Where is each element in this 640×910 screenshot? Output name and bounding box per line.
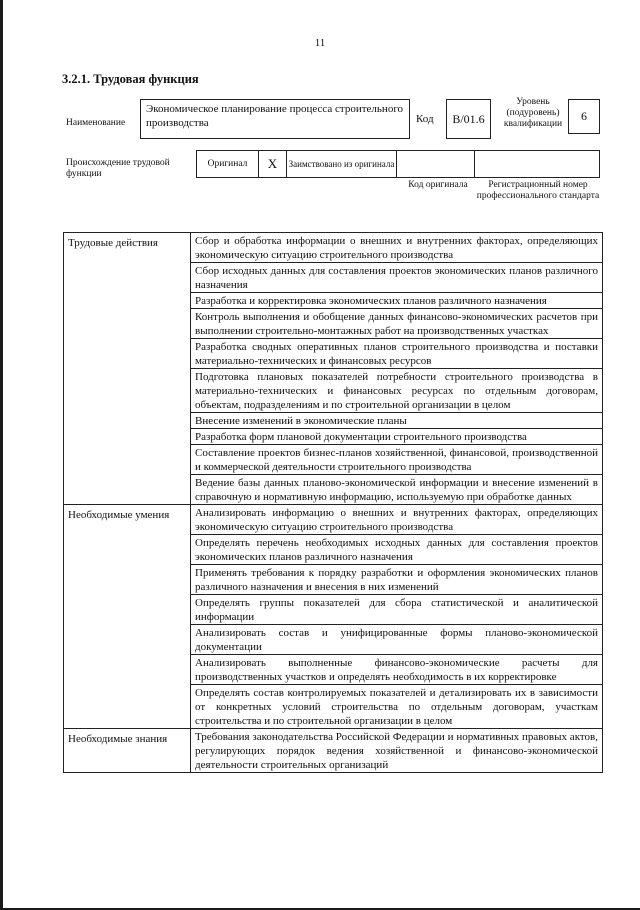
table-cell: Сбор исходных данных для составления проектов экономических планов различного назначения: [191, 263, 603, 293]
table-cell: Разработка сводных оперативных планов строительного производства и поставки материально-технических и финансовых ресурсов: [191, 339, 603, 369]
table-row: [64, 729, 603, 773]
level-value: 6: [568, 99, 600, 134]
table-cell: Требования законодательства Российской Федерации и нормативных правовых актов, регулирующих порядок ведения хозяйственной и финансово-экономической деятельности строительных организаций: [191, 729, 603, 773]
labor-actions-group: [64, 233, 603, 505]
required-skills-group: [64, 505, 603, 729]
table-row: [64, 505, 603, 535]
reg-number-caption: Регистрационный номер профессионального стандарта: [476, 180, 600, 201]
table-cell: Сбор и обработка информации о внешних и внутренних факторах, определяющих экономическую ситуацию строительного производства: [191, 233, 603, 263]
required-knowledge-group: [64, 729, 603, 773]
name-label: Наименование: [66, 118, 126, 128]
origin-row: [196, 150, 600, 178]
table-row: [64, 233, 603, 263]
table-cell: Анализировать выполненные финансово-экономические расчеты для производственных участков и определять необходимость в их корректировке: [191, 655, 603, 685]
borrowed-label: Заимствовано из оригинала: [287, 151, 397, 177]
scan-left-edge: [0, 0, 3, 910]
code-value: B/01.6: [446, 99, 491, 139]
code-original-cell: [397, 151, 475, 177]
table-cell: Применять требования к порядку разработки и оформления экономических планов различного назначения и внесения в них изменений: [191, 565, 603, 595]
table-cell: Определять состав контролируемых показателей и детализировать их в зависимости от конкретных условий строительства по отдельным договорам, участкам строительства и по строительной организации в целом: [191, 685, 603, 729]
page-number: 11: [314, 37, 326, 49]
labor-actions-heading: Трудовые действия: [64, 233, 191, 505]
table-cell: Анализировать информацию о внешних и внутренних факторах, определяющих экономическую ситуацию строительного производства: [191, 505, 603, 535]
table-cell: Разработка и корректировка экономических планов различного назначения: [191, 293, 603, 309]
table-cell: Определять перечень необходимых исходных данных для составления проектов экономических планов различного назначения: [191, 535, 603, 565]
table-cell: Разработка форм плановой документации строительного производства: [191, 429, 603, 445]
required-knowledge-heading: Необходимые знания: [64, 729, 191, 773]
function-table: [63, 232, 603, 773]
table-cell: Анализировать состав и унифицированные формы планово-экономической документации: [191, 625, 603, 655]
original-mark: X: [259, 151, 287, 177]
level-label: Уровень (подуровень) квалификации: [503, 97, 563, 129]
table-cell: Ведение базы данных планово-экономической информации и внесение изменений в справочную и нормативную информацию, используемую при обработке данных: [191, 475, 603, 505]
original-label: Оригинал: [197, 151, 259, 177]
table-cell: Контроль выполнения и обобщение данных финансово-экономических расчетов при выполнении строительно-монтажных работ на производственных участках: [191, 309, 603, 339]
code-label: Код: [416, 113, 434, 125]
required-skills-heading: Необходимые умения: [64, 505, 191, 729]
table-cell: Подготовка плановых показателей потребности строительного производства в материально-технических и финансовых ресурсах по отдельным договорам, объектам, подразделениям и по строительной организации в целом: [191, 369, 603, 413]
code-original-caption: Код оригинала: [408, 180, 468, 190]
table-cell: Составление проектов бизнес-планов хозяйственной, финансовой, производственной и коммерческой деятельности строительного производства: [191, 445, 603, 475]
table-cell: Определять группы показателей для сбора статистической и аналитической информации: [191, 595, 603, 625]
name-value: Экономическое планирование процесса строительного производства: [140, 99, 410, 139]
table-cell: Внесение изменений в экономические планы: [191, 413, 603, 429]
reg-number-cell: [475, 151, 599, 177]
origin-label: Происхождение трудовой функции: [66, 158, 170, 179]
section-title: 3.2.1. Трудовая функция: [62, 72, 199, 86]
